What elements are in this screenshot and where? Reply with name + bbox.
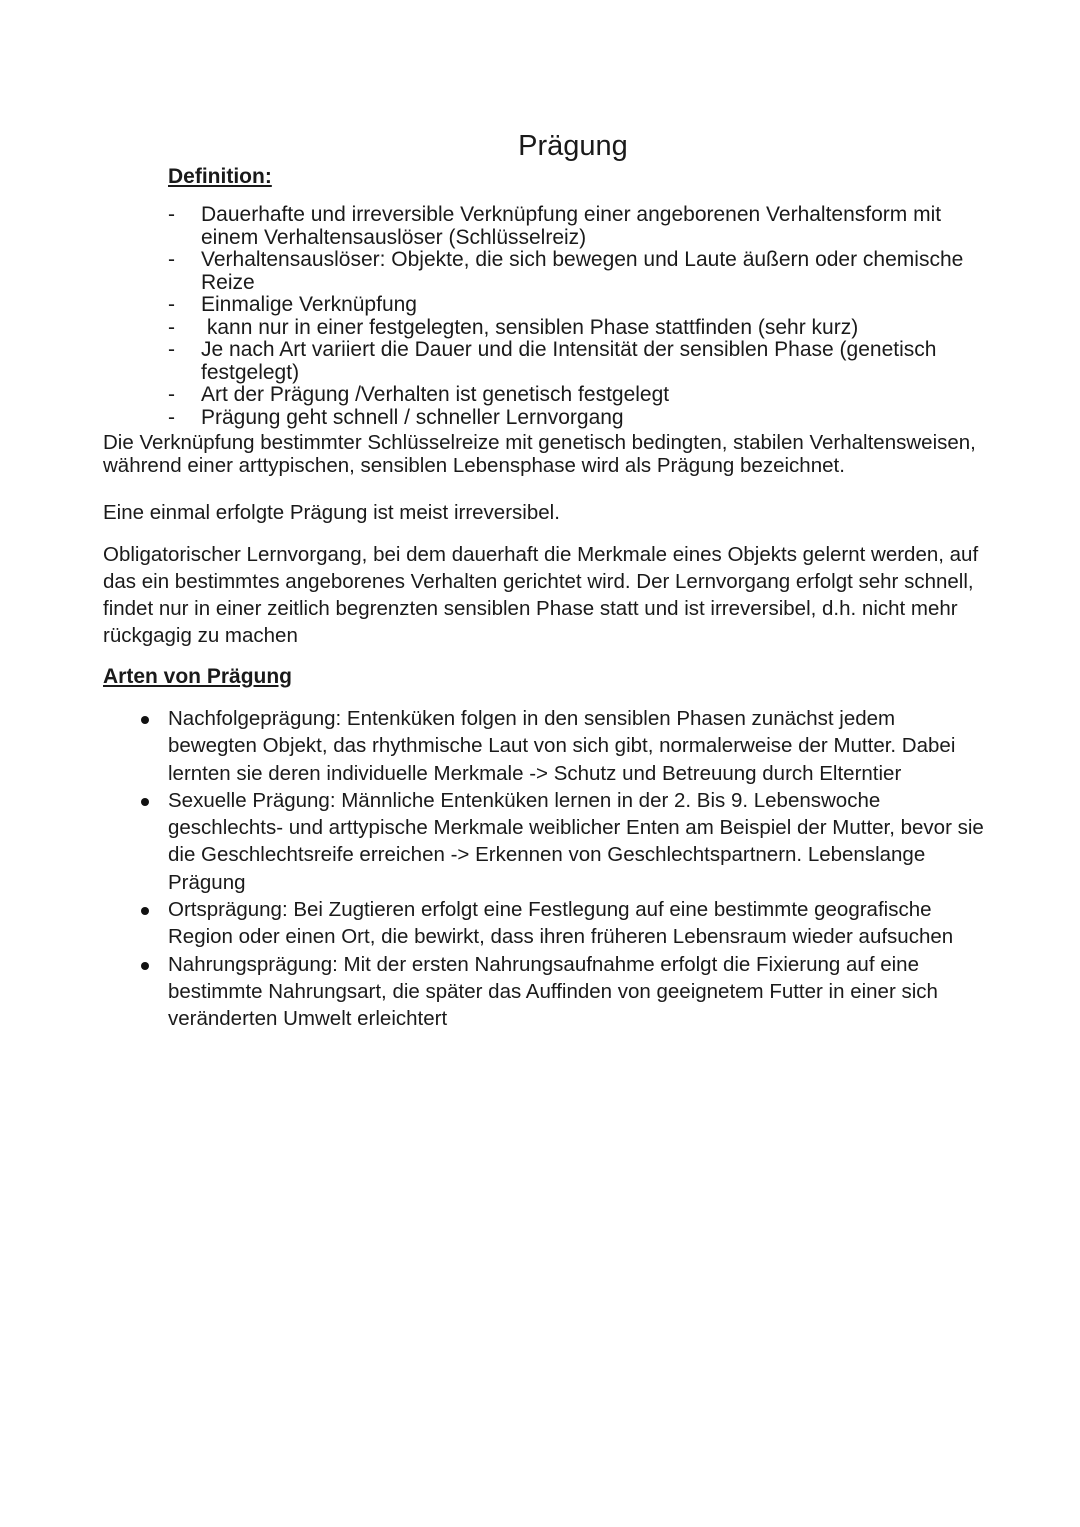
bullet-icon xyxy=(141,798,149,806)
dash-marker: - xyxy=(168,293,175,316)
list-item-text: Dauerhafte und irreversible Verknüpfung einer angeborenen Verhaltensform mit einem Verhaltensauslöser (Schlüsselreiz) xyxy=(201,203,942,249)
definition-heading: Definition: xyxy=(168,165,272,188)
list-item-text: Nachfolgeprägung: Entenküken folgen in den sensiblen Phasen zunächst jedem bewegten Objekt, das rhythmische Laut von sich gibt, normalerweise der Mutter. Dabei lernten sie deren individuelle Merkmale -> Schutz und Betreuung durch Elterntier xyxy=(168,707,956,785)
list-item-text: Art der Prägung /Verhalten ist genetisch festgelegt xyxy=(201,383,670,406)
bullet-icon xyxy=(141,716,149,724)
irreversibility-paragraph: Eine einmal erfolgte Prägung ist meist irreversibel. xyxy=(103,501,560,524)
list-item xyxy=(168,204,988,249)
dash-marker: - xyxy=(168,203,175,226)
dash-marker: - xyxy=(168,405,175,429)
list-item xyxy=(168,896,988,951)
list-item xyxy=(168,317,988,340)
list-item-text: Je nach Art variiert die Dauer und die Intensität der sensiblen Phase (genetisch festgelegt) xyxy=(201,338,937,384)
page-title: Prägung xyxy=(518,130,628,162)
list-item xyxy=(168,294,988,317)
dash-marker: - xyxy=(168,338,175,361)
list-item-text: Prägung geht schnell / schneller Lernvorgang xyxy=(201,405,624,429)
list-item-text: Sexuelle Prägung: Männliche Entenküken lernen in der 2. Bis 9. Lebenswoche geschlechts- und arttypische Merkmale weiblicher Enten am Beispiel der Mutter, bevor sie die Geschlechtsreife erreichen -> Erkennen von Geschlechtspartnern. Lebenslange Prägung xyxy=(168,788,984,894)
dash-marker: - xyxy=(168,248,175,271)
list-item xyxy=(168,384,988,407)
list-item xyxy=(168,705,988,787)
list-item xyxy=(168,407,988,430)
list-item xyxy=(168,951,988,1033)
list-item-text: Einmalige Verknüpfung xyxy=(201,293,417,316)
dash-marker: - xyxy=(168,315,175,339)
arten-list xyxy=(168,705,988,1033)
list-item-text: Ortsprägung: Bei Zugtieren erfolgt eine Festlegung auf eine bestimmte geografische Region oder einen Ort, die bewirkt, dass ihren früheren Lebensraum wieder aufsuchen xyxy=(168,898,954,949)
summary-paragraph: Die Verknüpfung bestimmter Schlüsselreize mit genetisch bedingten, stabilen Verhaltensweisen, während einer arttypischen, sensiblen Lebensphase wird als Prägung bezeichnet. xyxy=(103,431,976,477)
arten-heading: Arten von Prägung xyxy=(103,665,293,688)
list-item-text: Verhaltensauslöser: Objekte, die sich bewegen und Laute äußern oder chemische Reize xyxy=(201,248,964,294)
dash-marker: - xyxy=(168,383,175,406)
definition-list xyxy=(168,204,988,429)
bullet-icon xyxy=(141,962,149,970)
bullet-icon xyxy=(141,907,149,915)
list-item xyxy=(168,339,988,384)
list-item xyxy=(168,249,988,294)
list-item xyxy=(168,787,988,896)
list-item-text: kann nur in einer festgelegten, sensiblen Phase stattfinden (sehr kurz) xyxy=(201,315,859,339)
list-item-text: Nahrungsprägung: Mit der ersten Nahrungsaufnahme erfolgt die Fixierung auf eine bestimmte Nahrungsart, die später das Auffinden von geeignetem Futter in einer sich veränderten Umwelt erleichtert xyxy=(168,952,938,1031)
explanation-paragraph: Obligatorischer Lernvorgang, bei dem dauerhaft die Merkmale eines Objekts gelernt werden, auf das ein bestimmtes angeborenes Verhalten gerichtet wird. Der Lernvorgang erfolgt sehr schnell, findet nur in einer zeitlich begrenzten sensiblen Phase statt und ist irreversibel, d.h. nicht mehr rückgagig zu machen xyxy=(103,543,979,647)
